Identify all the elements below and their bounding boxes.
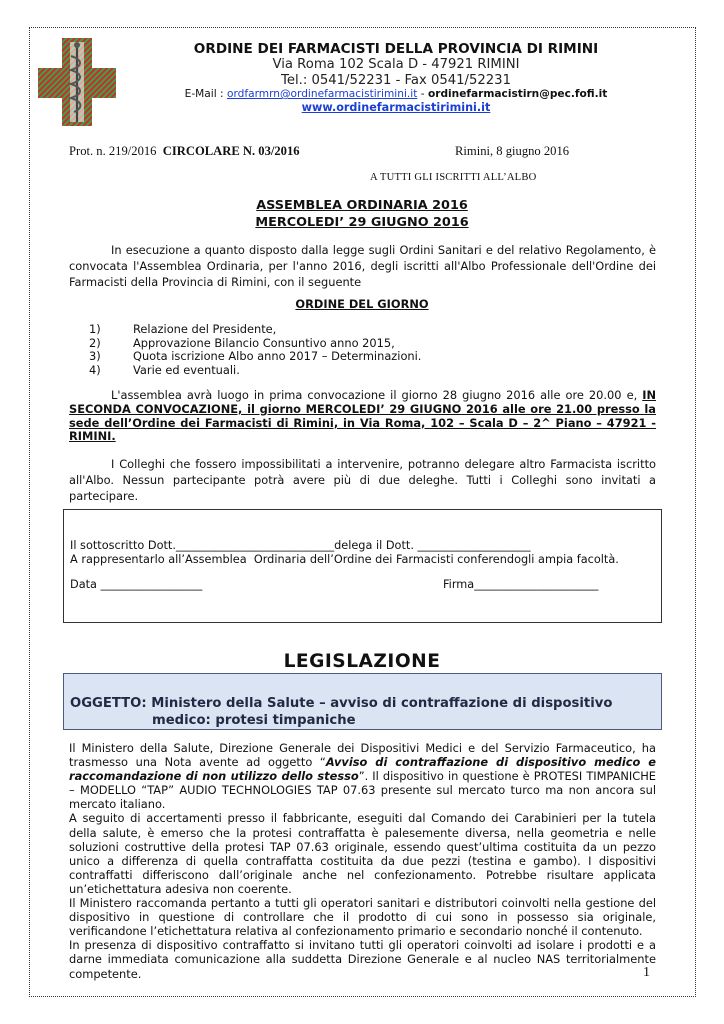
agenda-item-text: Quota iscrizione Albo anno 2017 – Determinazioni. bbox=[133, 349, 422, 364]
pharmacy-cross-logo-icon bbox=[36, 36, 118, 128]
subject-line-1: OGGETTO: Ministero della Salute – avviso di contraffazione di dispositivo bbox=[70, 696, 613, 711]
agenda-item-text: Varie ed eventuali. bbox=[133, 362, 240, 377]
website-link[interactable]: www.ordinefarmacistirimini.it bbox=[301, 101, 491, 114]
list-item bbox=[89, 350, 421, 364]
org-address: Via Roma 102 Scala D - 47921 RIMINI bbox=[272, 57, 520, 72]
proxy-date-field[interactable]: Data __________________ bbox=[70, 578, 203, 591]
p1-notice-title: Avviso di contraffazione di dispositivo medico e raccomandazione di non utilizzo dello stesso bbox=[69, 755, 656, 784]
assembly-title: ASSEMBLEA ORDINARIA 2016 bbox=[256, 198, 468, 213]
intro-text: In esecuzione a quanto disposto dalla legge sugli Ordini Sanitari e del relativo Regolamento, è convocata l'Assemblea Ordinaria, per l'anno 2016, degli iscritti all'Albo Professionale dell'Ordine dei Farmacisti della Provincia di Rimini, con il seguente bbox=[69, 243, 656, 289]
p1-end: ”. Il dispositivo in questione è PROTESI TIMPANICHE – MODELLO “TAP” AUDIO TECHNOLOGIES TAP 07.63 presente sul mercato turco ma non ancora sul mercato italiano. bbox=[69, 769, 657, 812]
assembly-intro-paragraph bbox=[69, 242, 656, 290]
legislation-body bbox=[69, 741, 656, 981]
pec-address: ordinefarmacistirn@pec.fofi.it bbox=[427, 88, 608, 100]
recipients-line: A TUTTI GLI ISCRITTI ALL’ALBO bbox=[370, 172, 537, 183]
list-item bbox=[89, 364, 421, 378]
delegation-paragraph bbox=[69, 456, 656, 504]
convocation-paragraph bbox=[69, 389, 656, 444]
agenda-list bbox=[89, 323, 421, 377]
org-name: ORDINE DEI FARMACISTI DELLA PROVINCIA DI RIMINI bbox=[193, 41, 599, 57]
legislation-paragraph: A seguito di accertamenti presso il fabbricante, eseguiti dal Comando dei Carabinieri per la tutela della salute, è emerso che la protesi contraffatta è palesemente diversa, nella geometria e nelle soluzioni costruttive della protesi TAP 07.63 originale, essendo quest’ultima costituita da un pezzo unico a differenza di quella contraffatta costituita da due pezzi (testina e gambo). I dispositivi contraffatti differiscono dall’originale anche nel confezionamento. Potrebbe risultare applicata un’etichettatura adesiva non coerente. bbox=[69, 811, 656, 896]
agenda-item-text: Approvazione Bilancio Consuntivo anno 2015, bbox=[133, 335, 395, 350]
email-label: E-Mail : bbox=[184, 88, 227, 100]
org-email-line bbox=[120, 88, 672, 100]
delegation-text: I Colleghi che fossero impossibilitati a intervenire, potranno delegare altro Farmacista iscritto all'Albo. Nessun partecipante potrà avere più di due deleghe. Tutti i Colleghi sono invitati a partecipare. bbox=[69, 457, 656, 503]
agenda-title: ORDINE DEL GIORNO bbox=[295, 297, 429, 311]
email-link[interactable]: ordfarmrn@ordinefarmacistirimini.it bbox=[226, 88, 418, 100]
agenda-item-number: 1) bbox=[89, 322, 101, 336]
agenda-item-number: 3) bbox=[89, 349, 101, 364]
assembly-date-title: MERCOLEDI’ 29 GIUGNO 2016 bbox=[255, 215, 469, 230]
subject-box bbox=[63, 673, 662, 730]
legislation-paragraph: In presenza di dispositivo contraffatto si invitano tutti gli operatori coinvolti ad isolare i prodotti e a darne immediata comunicazione alla suddetta Direzione Generale e al nucleo NAS territorialmente competente. bbox=[69, 938, 656, 981]
agenda-item-number: 4) bbox=[89, 362, 101, 377]
agenda-item-number: 2) bbox=[89, 335, 101, 350]
list-item bbox=[89, 323, 421, 337]
proxy-signature-field[interactable]: Firma______________________ bbox=[443, 578, 599, 591]
protocol-number: Prot. n. 219/2016 bbox=[69, 144, 157, 158]
legislation-paragraph bbox=[69, 741, 656, 811]
document-date: Rimini, 8 giugno 2016 bbox=[455, 144, 570, 158]
protocol-line bbox=[69, 144, 300, 159]
email-separator: - bbox=[417, 88, 428, 100]
agenda-item-text: Relazione del Presidente, bbox=[133, 322, 277, 336]
proxy-authorization-text: A rappresentarlo all’Assemblea Ordinaria dell’Ordine dei Farmacisti conferendogli ampia facoltà. bbox=[70, 553, 619, 566]
convocation-first-call: L'assemblea avrà luogo in prima convocazione il giorno 28 giugno 2016 alle ore 20.00 e, bbox=[111, 388, 643, 402]
list-item bbox=[89, 337, 421, 351]
legislation-heading: LEGISLAZIONE bbox=[283, 651, 441, 672]
subject-line-2: medico: protesi timpaniche bbox=[152, 713, 356, 728]
proxy-names-line[interactable]: Il sottoscritto Dott.____________________________delega il Dott. ____________________ bbox=[70, 539, 531, 552]
org-phone: Tel.: 0541/52231 - Fax 0541/52231 bbox=[281, 73, 511, 88]
legislation-paragraph: Il Ministero raccomanda pertanto a tutti gli operatori sanitari e distributori coinvolti nella gestione del dispositivo in questione di controllare che il prodotto di cui sono in possesso sia originale, verificandone l’etichettatura relativa al confezionamento primario e secondario nonché il contenuto. bbox=[69, 896, 656, 939]
proxy-delegation-form bbox=[63, 509, 662, 623]
page-number: 1 bbox=[643, 965, 650, 980]
p1-start: Il Ministero della Salute, Direzione Generale dei Dispositivi Medici e del Servizio Farmaceutico, ha trasmesso una Nota avente ad oggetto “ bbox=[69, 741, 656, 770]
convocation-second-call: IN SECONDA CONVOCAZIONE, il giorno MERCOLEDI’ 29 GIUGNO 2016 alle ore 21.00 presso la sede dell’Ordine dei Farmacisti di Rimini, in Via Roma, 102 – Scala D – 2^ Piano – 47921 - RIMINI. bbox=[69, 388, 656, 444]
circular-number: CIRCOLARE N. 03/2016 bbox=[162, 144, 300, 158]
